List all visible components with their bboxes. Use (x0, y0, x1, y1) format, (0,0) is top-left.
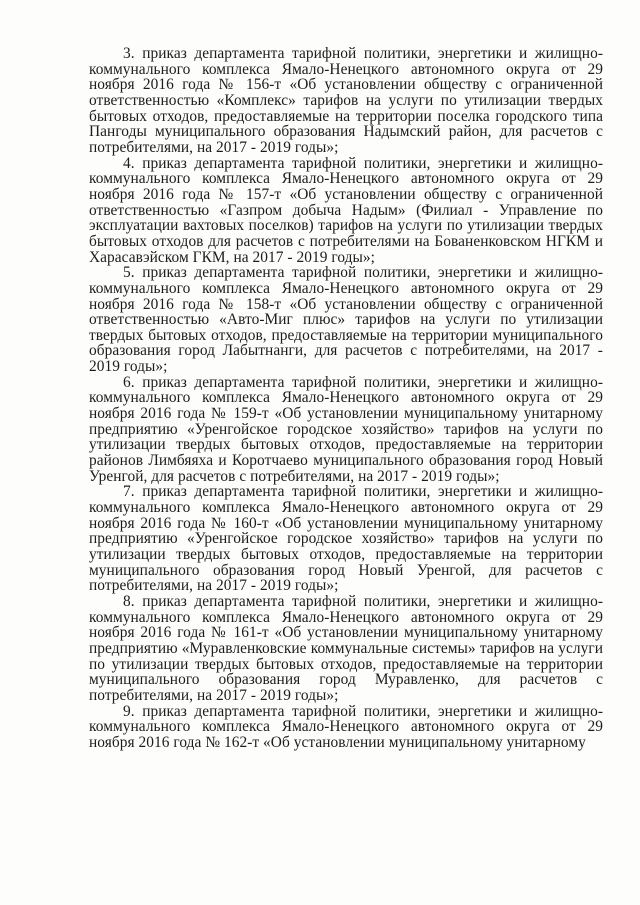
paragraph-item-4: 4. приказ департамента тарифной политики, энергетики и жилищно-коммунального комплекса Ямало-Ненецкого автономного округа от 29 ноября 2016 года № 157-т «Об установлении обществу с ограниченной ответственностью «Газпром добыча Надым» (Филиал - Управление по эксплуатации вахтовых поселков) тарифов на услуги по утилизации твердых бытовых отходов для расчетов с потребителями на Бованенковском НГКМ и Харасавэйском ГКМ, на 2017 - 2019 годы»; (89, 154, 603, 266)
paragraph-item-6: 6. приказ департамента тарифной политики, энергетики и жилищно-коммунального комплекса Ямало-Ненецкого автономного округа от 29 ноября 2016 года № 159-т «Об установлении муниципальному унитарному предприятию «Уренгойское городское хозяйство» тарифов на услуги по утилизации твердых бытовых отходов, предоставляемые на территории районов Лимбяяха и Коротчаево муниципального образования город Новый Уренгой, для расчетов с потребителями, на 2017 - 2019 годы»; (89, 373, 603, 485)
paragraph-item-8: 8. приказ департамента тарифной политики, энергетики и жилищно-коммунального комплекса Ямало-Ненецкого автономного округа от 29 ноября 2016 года № 161-т «Об установлении муниципальному унитарному предприятию «Муравленковские коммунальные системы» тарифов на услуги по утилизации твердых бытовых отходов, предоставляемые на территории муниципального образования город Муравленко, для расчетов с потребителями, на 2017 - 2019 годы»; (89, 592, 603, 704)
paragraph-item-3: 3. приказ департамента тарифной политики, энергетики и жилищно-коммунального комплекса Ямало-Ненецкого автономного округа от 29 ноября 2016 года № 156-т «Об установлении обществу с ограниченной ответственностью «Комплекс» тарифов на услуги по утилизации твердых бытовых отходов, предоставляемые на территории поселка городского типа Пангоды муниципального образования Надымский район, для расчетов с потребителями, на 2017 - 2019 годы»; (89, 45, 603, 156)
paragraph-item-5: 5. приказ департамента тарифной политики, энергетики и жилищно-коммунального комплекса Ямало-Ненецкого автономного округа от 29 ноября 2016 года № 158-т «Об установлении обществу с ограниченной ответственностью «Авто-Миг плюс» тарифов на услуги по утилизации твердых бытовых отходов, предоставляемые на территории муниципального образования город Лабытнанги, для расчетов с потребителями, на 2017 - 2019 годы»; (89, 264, 603, 376)
paragraph-item-9: 9. приказ департамента тарифной политики, энергетики и жилищно-коммунального комплекса Ямало-Ненецкого автономного округа от 29 ноября 2016 года № 162-т «Об установлении муниципальному унитарному (89, 702, 603, 751)
document-body (89, 46, 603, 751)
paragraph-item-7: 7. приказ департамента тарифной политики, энергетики и жилищно-коммунального комплекса Ямало-Ненецкого автономного округа от 29 ноября 2016 года № 160-т «Об установлении муниципальному унитарному предприятию «Уренгойское городское хозяйство» тарифов на услуги по утилизации твердых бытовых отходов, предоставляемые на территории муниципального образования город Новый Уренгой, для расчетов с потребителями, на 2017 - 2019 годы»; (89, 483, 603, 595)
